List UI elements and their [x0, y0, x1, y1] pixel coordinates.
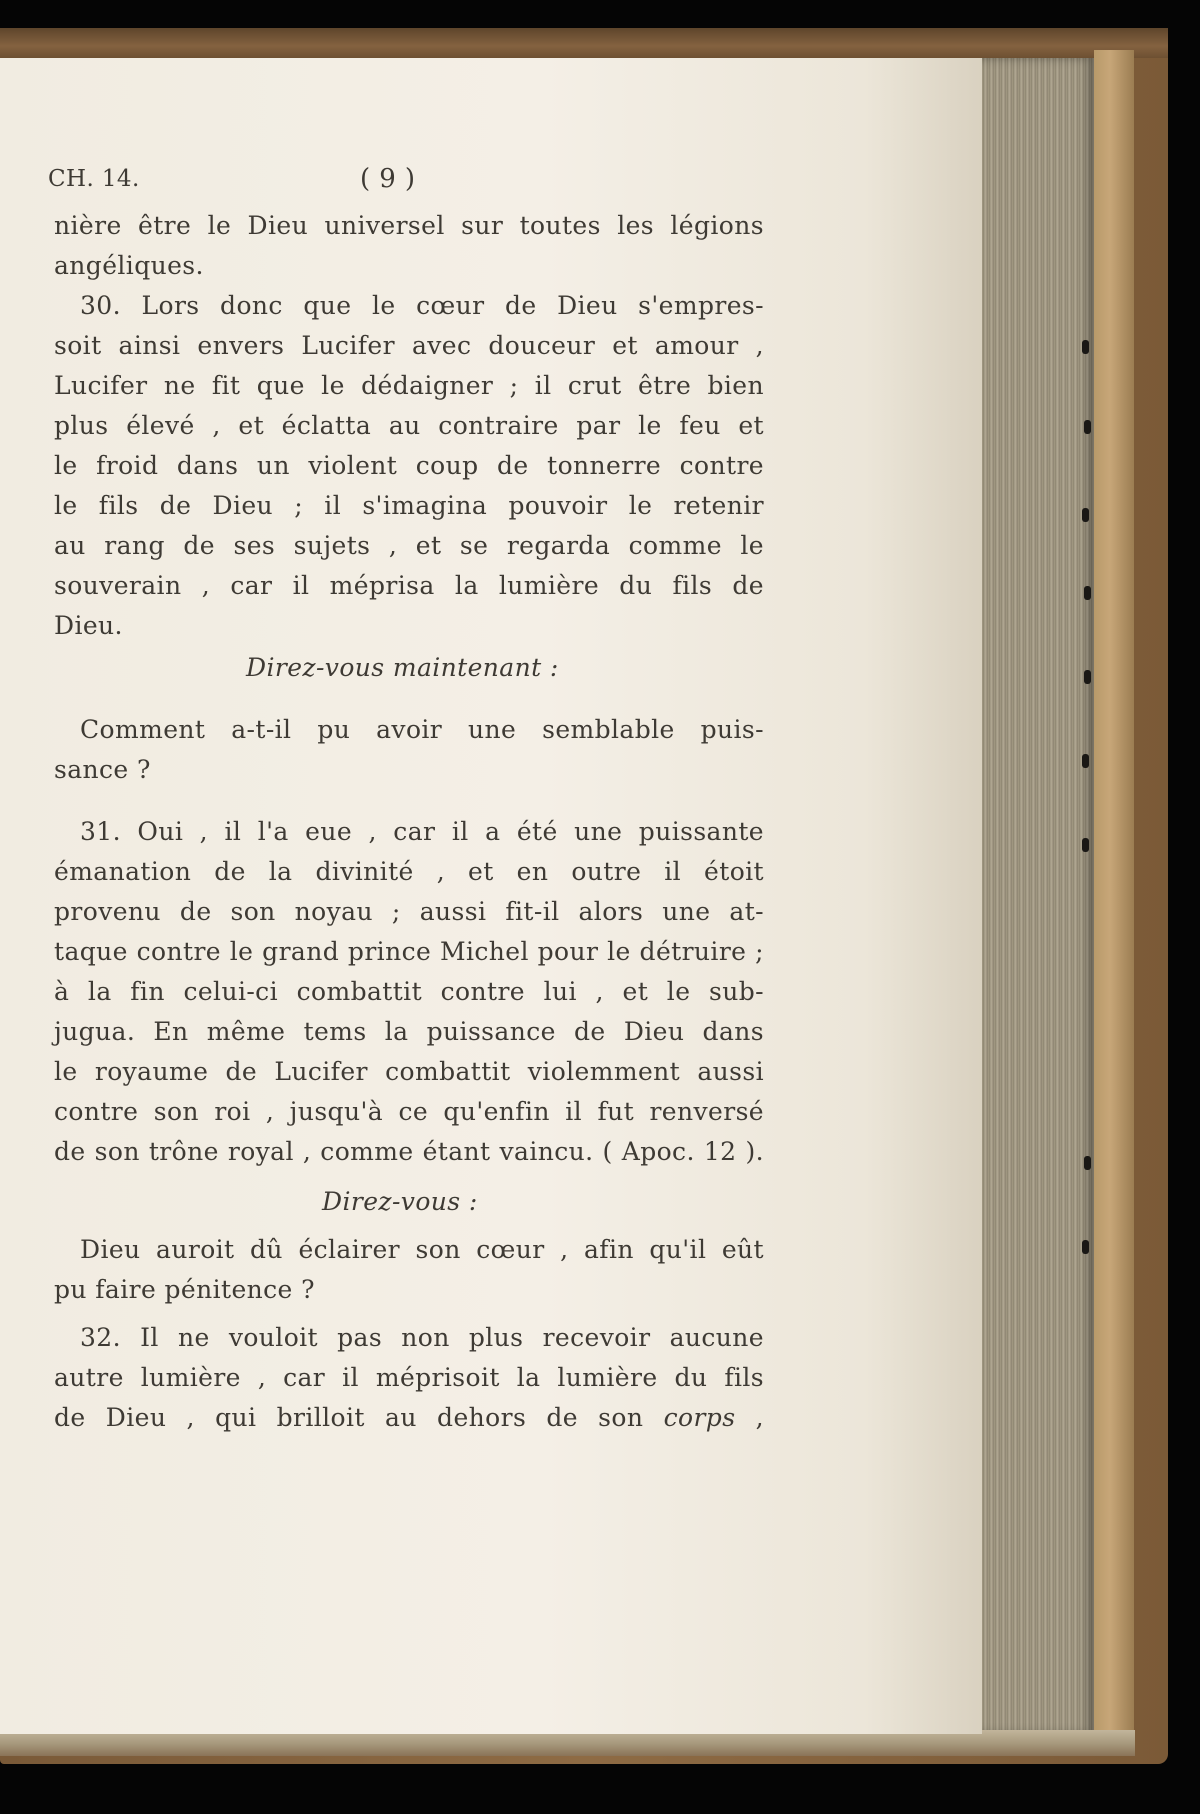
- edge-speck: [1082, 838, 1089, 852]
- text-line: 30. Lors donc que le cœur de Dieu s'empres-: [80, 291, 764, 320]
- spacer: [54, 1222, 764, 1230]
- text-line: souverain , car il méprisa la lumière du fils de: [54, 571, 764, 600]
- text-line: jugua. En même tems la puissance de Dieu dans: [54, 1017, 764, 1046]
- text-line: 31. Oui , il l'a eue , car il a été une puissante: [80, 817, 764, 846]
- edge-speck: [1084, 1156, 1091, 1170]
- text-line: sance ?: [54, 755, 151, 784]
- spacer: [54, 1172, 764, 1180]
- question-1: [54, 710, 764, 790]
- text-line: [54, 1398, 764, 1438]
- text-line: 32. Il ne vouloit pas non plus recevoir aucune: [80, 1323, 764, 1352]
- paragraph-31: [54, 812, 764, 1172]
- spacer: [54, 790, 764, 812]
- page-edges: [978, 58, 1094, 1734]
- cover-right-edge: [1094, 50, 1134, 1740]
- chapter-label: CH. 14.: [48, 166, 140, 192]
- italic-word: corps: [663, 1403, 736, 1432]
- spacer: [54, 688, 764, 710]
- text-line: de son trône royal , comme étant vaincu. ( Apoc. 12 ).: [54, 1137, 764, 1166]
- edge-speck: [1082, 340, 1089, 354]
- page-number: ( 9 ): [360, 164, 416, 194]
- edge-speck: [1084, 420, 1091, 434]
- book-page: [0, 58, 982, 1734]
- text-line: contre son roi , jusqu'à ce qu'enfin il fut renversé: [54, 1097, 764, 1126]
- text-line: angéliques.: [54, 251, 204, 280]
- text-line: le fils de Dieu ; il s'imagina pouvoir le retenir: [54, 491, 764, 520]
- text-run: ,: [735, 1403, 764, 1432]
- text-line: nière être le Dieu universel sur toutes les légions: [54, 211, 764, 240]
- text-line: émanation de la divinité , et en outre il étoit: [54, 857, 764, 886]
- page-text: [48, 164, 764, 1438]
- text-line: soit ainsi envers Lucifer avec douceur et amour ,: [54, 331, 764, 360]
- paragraph-29-end: [54, 206, 764, 286]
- section-heading: Direz-vous maintenant :: [246, 653, 559, 682]
- text-line: à la fin celui-ci combattit contre lui , et le sub-: [54, 977, 764, 1006]
- text-line: Dieu.: [54, 611, 123, 640]
- text-run: de Dieu , qui brilloit au dehors de son: [54, 1403, 644, 1432]
- text-line: pu faire pénitence ?: [54, 1275, 315, 1304]
- text-line: le royaume de Lucifer combattit violemment aussi: [54, 1057, 764, 1086]
- edge-speck: [1082, 508, 1089, 522]
- text-line: Comment a-t-il pu avoir une semblable puis-: [80, 715, 764, 744]
- text-line: Lucifer ne fit que le dédaigner ; il crut être bien: [54, 371, 764, 400]
- text-line: provenu de son noyau ; aussi fit-il alors une at-: [54, 897, 764, 926]
- spacer: [54, 1310, 764, 1318]
- paragraph-30: [54, 286, 764, 646]
- text-line: taque contre le grand prince Michel pour le détruire ;: [54, 937, 764, 966]
- edge-speck: [1082, 754, 1089, 768]
- running-head: [48, 164, 764, 206]
- edge-speck: [1084, 586, 1091, 600]
- edge-speck: [1082, 1240, 1089, 1254]
- question-2: [54, 1230, 764, 1310]
- edge-speck: [1084, 670, 1091, 684]
- text-line: autre lumière , car il méprisoit la lumière du fils: [54, 1363, 764, 1392]
- cover-top-edge: [0, 28, 1168, 58]
- section-heading: Direz-vous :: [322, 1187, 478, 1216]
- text-line: plus élevé , et éclatta au contraire par le feu et: [54, 411, 764, 440]
- paragraph-32: [54, 1318, 764, 1438]
- text-line: le froid dans un violent coup de tonnerre contre: [54, 451, 764, 480]
- text-line: au rang de ses sujets , et se regarda comme le: [54, 531, 764, 560]
- text-line: Dieu auroit dû éclairer son cœur , afin qu'il eût: [80, 1235, 764, 1264]
